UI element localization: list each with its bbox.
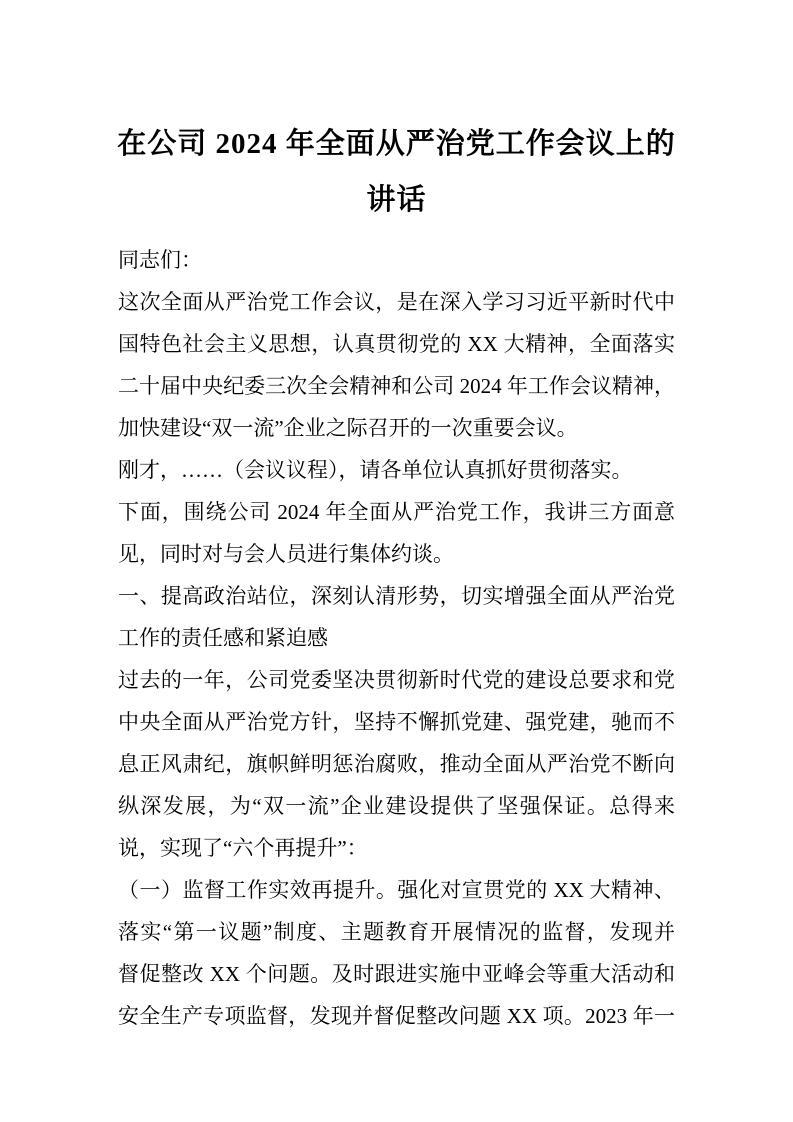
document-title-line-1: 在公司 2024 年全面从严治党工作会议上的 bbox=[117, 128, 676, 160]
document-title bbox=[0, 116, 793, 228]
document-title-line-2: 讲话 bbox=[366, 184, 427, 216]
body-text-line: 见，同时对与会人员进行集体约谈。 bbox=[118, 542, 454, 566]
body-text-line: 工作的责任感和紧迫感 bbox=[118, 626, 328, 650]
body-text-line: 督促整改 XX 个问题。及时跟进实施中亚峰会等重大活动和 bbox=[118, 962, 675, 986]
body-text-line: 二十届中央纪委三次全会精神和公司 2024 年工作会议精神， bbox=[118, 374, 675, 398]
body-text-line: 安全生产专项监督，发现并督促整改问题 XX 项。2023 年一 bbox=[118, 1004, 675, 1028]
body-text-line: 同志们： bbox=[118, 248, 202, 272]
body-text-line: 中央全面从严治党方针，坚持不懈抓党建、强党建，驰而不 bbox=[118, 710, 675, 734]
body-text-line: 下面，围绕公司 2024 年全面从严治党工作，我讲三方面意 bbox=[118, 500, 675, 524]
body-text-line: 加快建设“双一流”企业之际召开的一次重要会议。 bbox=[118, 416, 578, 440]
body-text-line: 这次全面从严治党工作会议，是在深入学习习近平新时代中 bbox=[118, 290, 675, 314]
body-text-line: 说，实现了“六个再提升”： bbox=[118, 836, 368, 860]
body-text-line: 国特色社会主义思想，认真贯彻党的 XX 大精神，全面落实 bbox=[118, 332, 675, 356]
document-body bbox=[118, 239, 675, 1037]
body-text-line: 落实“第一议题”制度、主题教育开展情况的监督，发现并 bbox=[118, 920, 675, 944]
body-text-line: 过去的一年，公司党委坚决贯彻新时代党的建设总要求和党 bbox=[118, 668, 675, 692]
body-text-line: 一、提高政治站位，深刻认清形势，切实增强全面从严治党 bbox=[118, 584, 675, 608]
body-text-line: 纵深发展，为“双一流”企业建设提供了坚强保证。总得来 bbox=[118, 794, 675, 818]
body-text-line: 刚才，……（会议议程），请各单位认真抓好贯彻落实。 bbox=[118, 458, 633, 482]
body-text-line: （一）监督工作实效再提升。强化对宣贯党的 XX 大精神、 bbox=[118, 878, 675, 902]
body-text-line: 息正风肃纪，旗帜鲜明惩治腐败，推动全面从严治党不断向 bbox=[118, 752, 675, 776]
